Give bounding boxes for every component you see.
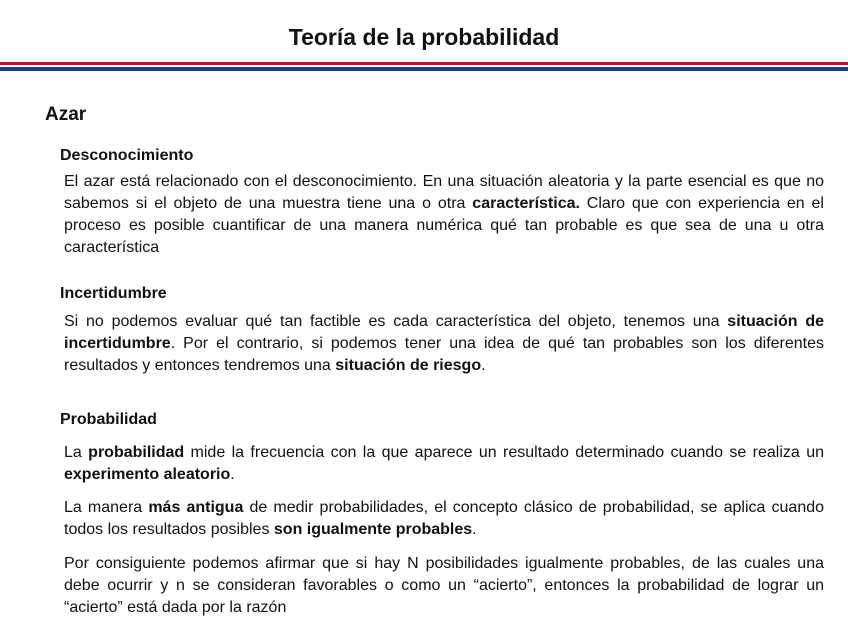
text-span: de medir probabilidades, el concepto clásico de probabilidad, se aplica cuando todos los resultados posibles: [64, 499, 825, 538]
paragraph-probabilidad-2: [64, 497, 824, 541]
text-span: La manera: [64, 499, 149, 516]
paragraph-probabilidad-1: [64, 442, 824, 486]
text-span: . Por el contrario, si podemos tener una idea de qué tan probables son los diferentes resultados y entonces tendremos una: [64, 335, 824, 374]
bold-text: situación de incertidumbre: [64, 313, 824, 352]
text-span: El azar está relacionado con el desconocimiento. En una situación aleatoria y la parte esencial es que no sabemos si el objeto de una muestra tiene una o otra: [64, 173, 824, 212]
bold-text: más antigua: [148, 499, 244, 516]
text-span: .: [230, 466, 235, 483]
section-heading-azar: Azar: [45, 104, 87, 125]
header-rule-blue: [0, 67, 848, 71]
bold-text: situación de riesgo: [335, 357, 482, 374]
text-span: La: [64, 444, 89, 461]
slide-title: Teoría de la probabilidad: [288, 24, 560, 50]
subheading-probabilidad: Probabilidad: [60, 411, 157, 428]
subheading-desconocimiento: Desconocimiento: [60, 147, 194, 164]
bold-text: característica.: [472, 195, 580, 212]
bold-text: son igualmente probables: [273, 521, 473, 538]
paragraph-desconocimiento: [64, 171, 824, 259]
text-span: mide la frecuencia con la que aparece un resultado determinado cuando se realiza un: [184, 444, 824, 461]
text-span: Claro que con experiencia en el proceso es posible cuantificar de una manera numérica qué tan probable es que sea de una u otra característica: [64, 195, 824, 256]
text-span: .: [472, 521, 477, 538]
bold-text: probabilidad: [88, 444, 185, 461]
text-span: Si no podemos evaluar qué tan factible es cada característica del objeto, tenemos una: [64, 313, 728, 330]
paragraph-probabilidad-3: Por consiguiente podemos afirmar que si hay N posibilidades igualmente probables, de las cuales una debe ocurrir y n se consideran favorables o como un “acierto”, entonces la probabilidad de lograr un “acierto” está dada por la razón: [64, 555, 824, 616]
subheading-incertidumbre: Incertidumbre: [60, 285, 167, 302]
text-span: .: [481, 357, 486, 374]
paragraph-incertidumbre: [64, 311, 824, 377]
bold-text: experimento aleatorio: [64, 466, 231, 483]
header-rule-red: [0, 62, 848, 65]
